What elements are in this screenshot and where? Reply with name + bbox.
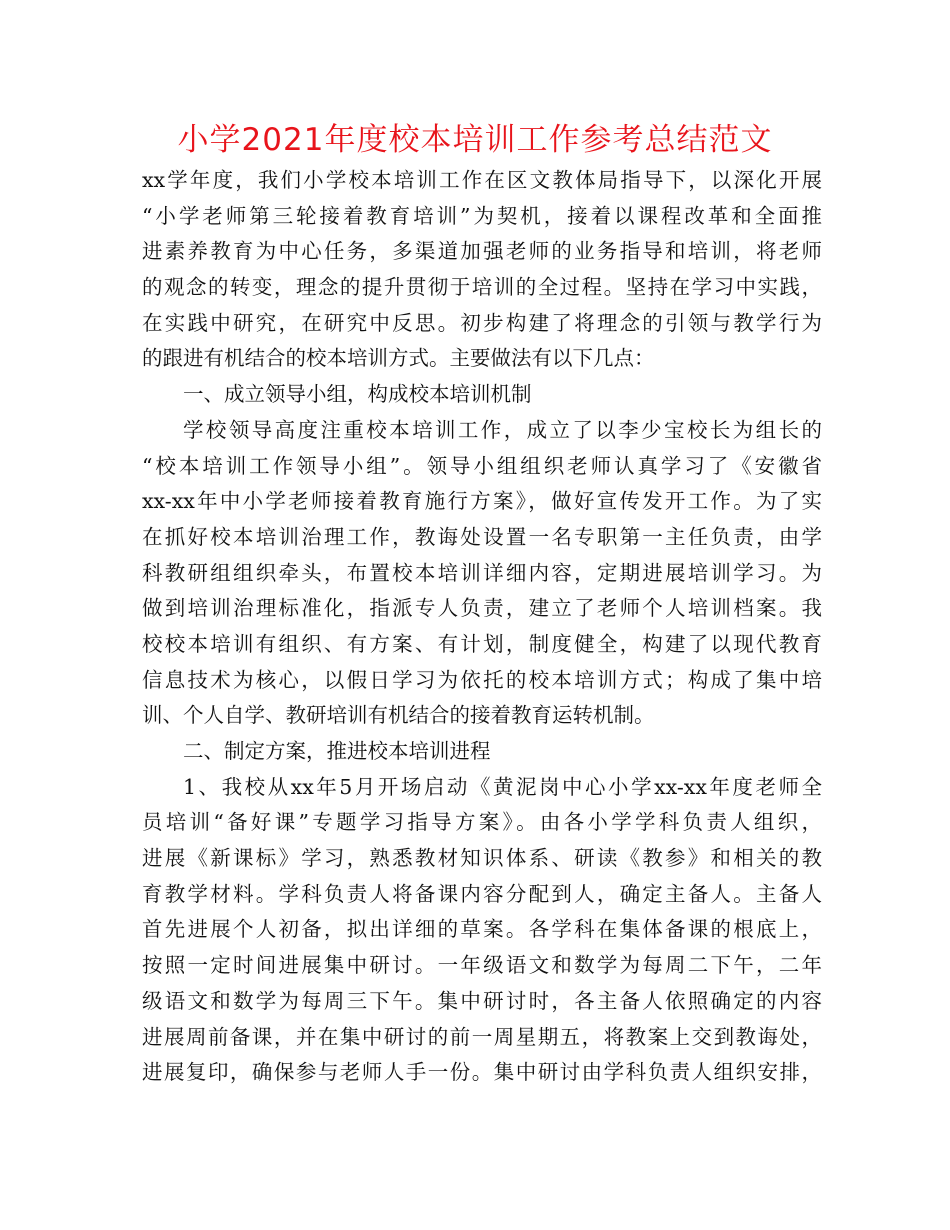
paragraph-line: 的观念的转变，理念的提升贯彻于培训的全过程。坚持在学习中实践， <box>142 275 822 300</box>
paragraph-line: 做到培训治理标准化，指派专人负责，建立了老师个人培训档案。我 <box>142 596 822 621</box>
paragraph-line: “校本培训工作领导小组”。领导小组组织老师认真学习了《安徽省 <box>142 453 822 478</box>
paragraph-line: 学校领导高度注重校本培训工作，成立了以李少宝校长为组长的 <box>183 417 822 442</box>
paragraph-line: 科教研组组织牵头，布置校本培训详细内容，定期进展培训学习。为 <box>142 560 822 585</box>
paragraph-line: 进展复印，确保参与老师人手一份。集中研讨由学科负责人组织安排， <box>142 1060 822 1085</box>
paragraph-line: 育教学材料。学科负责人将备课内容分配到人，确定主备人。主备人 <box>142 881 822 906</box>
paragraph-line: 的跟进有机结合的校本培训方式。主要做法有以下几点： <box>142 346 655 371</box>
paragraph-line: 进展周前备课，并在集中研讨的前一周星期五，将教案上交到教诲处， <box>142 1024 822 1049</box>
paragraph-line: 信息技术为核心，以假日学习为依托的校本培训方式；构成了集中培 <box>142 667 822 692</box>
paragraph-line: 首先进展个人初备，拟出详细的草案。各学科在集体备课的根底上， <box>142 917 822 942</box>
document-body <box>142 163 822 1091</box>
paragraph-line: 员培训“备好课”专题学习指导方案》。由各小学学科负责人组织， <box>142 810 822 835</box>
paragraph-line: 在抓好校本培训治理工作，教诲处设置一名专职第一主任负责，由学 <box>142 524 822 549</box>
paragraph-line: 训、个人自学、教研培训有机结合的接着教育运转机制。 <box>142 703 655 728</box>
section-heading: 二、制定方案，推进校本培训进程 <box>183 739 491 763</box>
paragraph-line: 按照一定时间进展集中研讨。一年级语文和数学为每周二下午，二年 <box>142 953 822 978</box>
paragraph-line: 进展《新课标》学习，熟悉教材知识体系、研读《教参》和相关的教 <box>142 846 822 871</box>
section-heading: 一、成立领导小组，构成校本培训机制 <box>183 382 532 407</box>
paragraph-line: 级语文和数学为每周三下午。集中研讨时，各主备人依照确定的内容 <box>142 988 822 1013</box>
paragraph-line: “小学老师第三轮接着教育培训”为契机，接着以课程改革和全面推 <box>142 203 822 228</box>
paragraph-line: 校校本培训有组织、有方案、有计划，制度健全，构建了以现代教育 <box>142 631 822 656</box>
paragraph-line: 进素养教育为中心任务，多渠道加强老师的业务指导和培训，将老师 <box>142 239 822 264</box>
paragraph-line: xx学年度，我们小学校本培训工作在区文教体局指导下，以深化开展 <box>142 168 822 192</box>
paragraph-line: 1、我校从xx年5月开场启动《黄泥岗中心小学xx-xx年度老师全 <box>183 774 822 799</box>
paragraph-line: xx-xx年中小学老师接着教育施行方案》，做好宣传发开工作。为了实 <box>142 489 822 514</box>
document-title: 小学2021年度校本培训工作参考总结范文 <box>177 122 773 158</box>
paragraph-line: 在实践中研究，在研究中反思。初步构建了将理念的引领与教学行为 <box>142 310 822 335</box>
